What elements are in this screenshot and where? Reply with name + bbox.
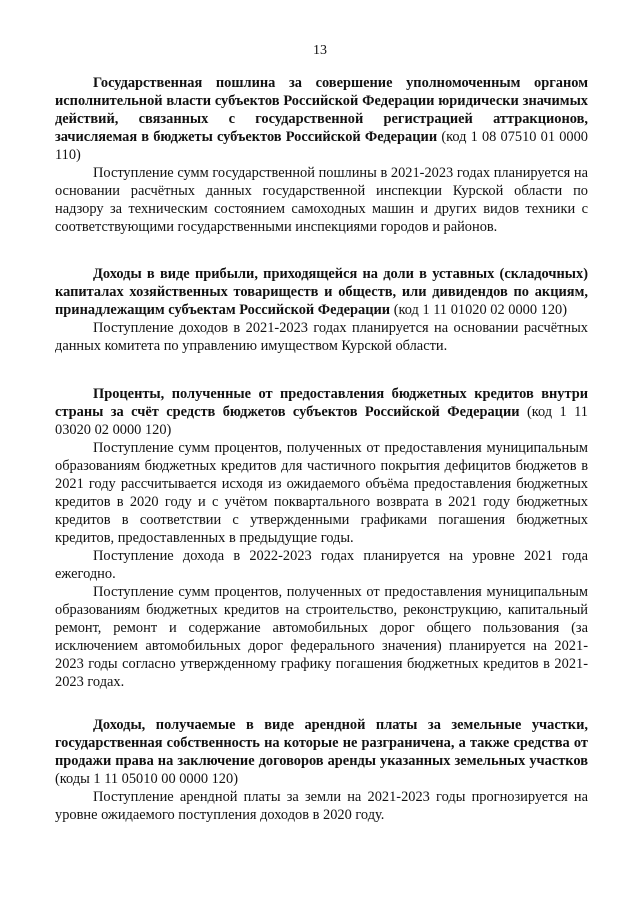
section-state-duty-attractions (55, 74, 588, 236)
budget-code: (код 1 08 07510 01 0000 110) (55, 129, 588, 163)
heading-text: Доходы в виде прибыли, приходящейся на доли в уставных (складочных) капиталах хозяйственных товариществ и обществ, или дивидендов по акциям, принадлежащим субъектам Российской Федерации (55, 266, 588, 318)
section-heading (55, 385, 588, 439)
paragraph: Поступление сумм государственной пошлины в 2021-2023 годах планируется на основании расчётных данных государственной инспекции Курской области по надзору за техническим состоянием самоходных машин и других видов техники с соответствующими государственными инспекциями городов и районов. (55, 165, 588, 235)
section-heading (55, 265, 588, 319)
section-budget-credit-interest (55, 385, 588, 691)
heading-text: Доходы, получаемые в виде арендной платы за земельные участки, государственная собственность на которые не разграничена, а также средства от продажи права на заключение договоров аренды указанных земельных участков (55, 717, 588, 769)
budget-code: (коды 1 11 05010 00 0000 120) (55, 771, 238, 787)
paragraph: Поступление арендной платы за земли на 2021-2023 годы прогнозируется на уровне ожидаемого поступления доходов в 2020 году. (55, 789, 588, 823)
paragraph: Поступление сумм процентов, полученных от предоставления муниципальным образованиям бюджетных кредитов для частичного покрытия дефицитов бюджетов в 2021 году рассчитывается исходя из ожидаемого объёма предоставления бюджетных кредитов в 2020 году и с учётом поквартального возврата в 2021 году бюджетных кредитов в соответствии с утвержденными графиками погашения бюджетных кредитов, предоставленных в предыдущие годы. (55, 440, 588, 546)
section-heading (55, 716, 588, 788)
paragraph: Поступление дохода в 2022-2023 годах планируется на уровне 2021 года ежегодно. (55, 548, 588, 582)
heading-text: Проценты, полученные от предоставления бюджетных кредитов внутри страны за счёт средств бюджетов субъектов Российской Федерации (55, 386, 588, 420)
budget-code: (код 1 11 01020 02 0000 120) (393, 302, 568, 318)
section-heading (55, 74, 588, 164)
page-number: 13 (313, 43, 327, 58)
paragraph: Поступление доходов в 2021-2023 годах планируется на основании расчётных данных комитета по управлению имуществом Курской области. (55, 320, 588, 354)
budget-code: (код 1 11 03020 02 0000 120) (55, 404, 588, 438)
heading-text: Государственная пошлина за совершение уполномоченным органом исполнительной власти субъектов Российской Федерации юридически значимых действий, связанных с государственной регистрацией аттракционов, зачисляемая в бюджеты субъектов Российской Федерации (55, 75, 588, 145)
paragraph: Поступление сумм процентов, полученных от предоставления муниципальным образованиям бюджетных кредитов на строительство, реконструкцию, капитальный ремонт, ремонт и содержание автомобильных дорог общего пользования (за исключением автомобильных дорог федерального значения) планируется на 2021-2023 годы согласно утвержденному графику погашения бюджетных кредитов в 2021-2023 годах. (55, 584, 588, 690)
section-dividends (55, 265, 588, 355)
section-land-rent (55, 716, 588, 824)
